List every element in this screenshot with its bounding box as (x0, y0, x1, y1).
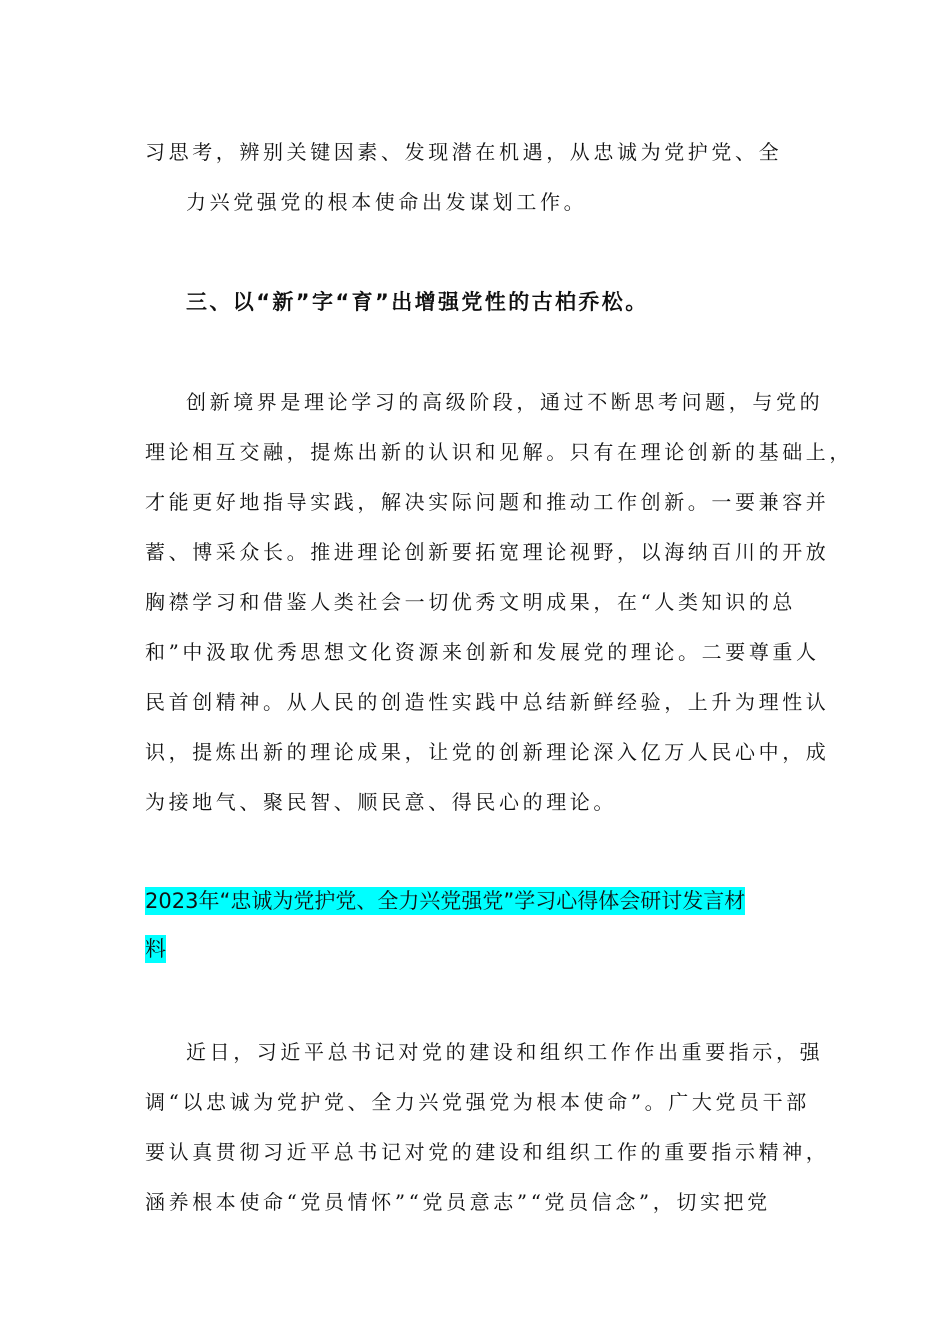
paragraph-line: 理论相互交融，提炼出新的认识和见解。只有在理论创新的基础上， (145, 440, 853, 464)
paragraph-line: 力兴党强党的根本使命出发谋划工作。 (186, 190, 588, 214)
article-title-line: 2023年“忠诚为党护党、全力兴党强党”学习心得体会研讨发言材 (145, 889, 746, 913)
paragraph-line: 近日，习近平总书记对党的建设和组织工作作出重要指示，强 (186, 1040, 824, 1064)
paragraph-line: 蓄、博采众长。推进理论创新要拓宽理论视野，以海纳百川的开放 (145, 540, 830, 564)
paragraph-line: 为接地气、聚民智、顺民意、得民心的理论。 (145, 790, 617, 814)
article-title-continued (145, 934, 166, 964)
paragraph-line: 调“以忠诚为党护党、全力兴党强党为根本使命”。广大党员干部 (145, 1090, 810, 1114)
paragraph-line: 和”中汲取优秀思想文化资源来创新和发展党的理论。二要尊重人 (145, 640, 820, 664)
paragraph-line: 涵养根本使命“党员情怀”“党员意志”“党员信念”，切实把党 (145, 1190, 771, 1214)
section-heading: 三、以“新”字“育”出增强党性的古柏乔松。 (186, 290, 649, 314)
article-title (145, 886, 745, 916)
paragraph-line: 创新境界是理论学习的高级阶段，通过不断思考问题，与党的 (186, 390, 824, 414)
paragraph-line: 识，提炼出新的理论成果，让党的创新理论深入亿万人民心中，成 (145, 740, 830, 764)
paragraph-line: 才能更好地指导实践，解决实际问题和推动工作创新。一要兼容并 (145, 490, 830, 514)
paragraph-line: 胸襟学习和借鉴人类社会一切优秀文明成果，在“人类知识的总 (145, 590, 797, 614)
article-title-line: 料 (145, 937, 166, 961)
paragraph-line: 民首创精神。从人民的创造性实践中总结新鲜经验，上升为理性认 (145, 690, 830, 714)
paragraph-line: 习思考，辨别关键因素、发现潜在机遇，从忠诚为党护党、全 (145, 140, 783, 164)
paragraph-line: 要认真贯彻习近平总书记对党的建设和组织工作的重要指示精神， (145, 1140, 830, 1164)
